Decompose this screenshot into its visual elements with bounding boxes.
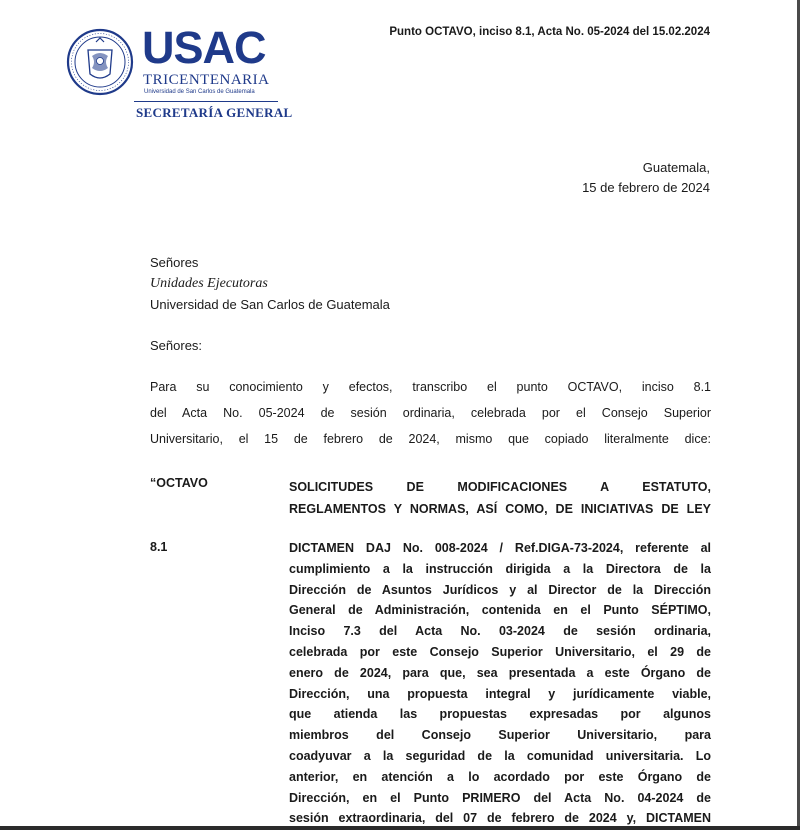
- usac-logo: [66, 22, 293, 126]
- logo-university-name: Universidad de San Carlos de Guatemala: [144, 89, 255, 95]
- inciso-line: Dirección, en el Punto PRIMERO del Acta No. 04-2024 de: [289, 790, 711, 805]
- intro-line: Para su conocimiento y efectos, transcribo el punto OCTAVO, inciso 8.1: [150, 380, 711, 394]
- logo-wordmark: USAC: [142, 22, 266, 73]
- inciso-line: Dirección, una propuesta integral y jurídicamente viable,: [289, 686, 711, 701]
- letter-date: 15 de febrero de 2024: [582, 180, 710, 195]
- logo-tagline: TRICENTENARIA: [143, 72, 270, 88]
- intro-line: Universitario, el 15 de febrero de 2024, mismo que copiado literalmente dice:: [150, 432, 711, 446]
- recipient-title: Señores: [150, 255, 199, 270]
- logo-department: SECRETARÍA GENERAL: [136, 105, 293, 120]
- intro-paragraph: [150, 374, 711, 452]
- university-seal-icon: [66, 28, 134, 96]
- inciso-line: General de Administración, contenida en el Punto SÉPTIMO,: [289, 603, 711, 618]
- point-title: [289, 476, 711, 520]
- place-city: Guatemala,: [642, 160, 710, 175]
- intro-line: del Acta No. 05-2024 de sesión ordinaria, celebrada por el Consejo Superior: [150, 406, 711, 420]
- header-reference: Punto OCTAVO, inciso 8.1, Acta No. 05-2024 del 15.02.2024: [389, 26, 710, 38]
- point-title-line: REGLAMENTOS Y NORMAS, ASÍ COMO, DE INICIATIVAS DE LEY: [289, 502, 711, 516]
- inciso-line: cumplimiento a la instrucción dirigida a la Directora de la: [289, 561, 711, 576]
- inciso-line: Inciso 7.3 del Acta No. 03-2024 de sesión ordinaria,: [289, 624, 711, 639]
- inciso-line: anterior, en atención a lo acordado por este Órgano de: [289, 769, 711, 784]
- recipient-block: [150, 252, 390, 315]
- point-title-line: SOLICITUDES DE MODIFICACIONES A ESTATUTO,: [289, 480, 711, 494]
- recipient-units: Unidades Ejecutoras: [150, 276, 268, 291]
- inciso-line: DICTAMEN DAJ No. 008-2024 / Ref.DIGA-73-2024, referente al: [289, 541, 711, 555]
- page-bottom-edge: [0, 826, 800, 830]
- inciso-label: 8.1: [150, 540, 168, 554]
- inciso-line: miembros del Consejo Superior Universitario, para: [289, 728, 711, 743]
- inciso-line: celebrada por este Consejo Superior Universitario, el 29 de: [289, 644, 711, 659]
- point-label: “OCTAVO: [150, 476, 208, 490]
- recipient-institution: Universidad de San Carlos de Guatemala: [150, 297, 390, 312]
- logo-divider: [134, 101, 278, 102]
- inciso-line: que atienda las propuestas expresadas por algunos: [289, 707, 711, 722]
- salutation: Señores:: [150, 338, 203, 353]
- inciso-body: [289, 538, 711, 829]
- inciso-line: sesión extraordinaria, del 07 de febrero de 2024 y, DICTAMEN: [289, 811, 711, 826]
- inciso-line: enero de 2024, para que, sea presentada a este Órgano de: [289, 665, 711, 680]
- inciso-line: coadyuvar a la seguridad de la comunidad universitaria. Lo: [289, 748, 711, 763]
- place-date: [582, 158, 710, 198]
- inciso-line: Dirección de Asuntos Jurídicos y al Director de la Dirección: [289, 582, 711, 597]
